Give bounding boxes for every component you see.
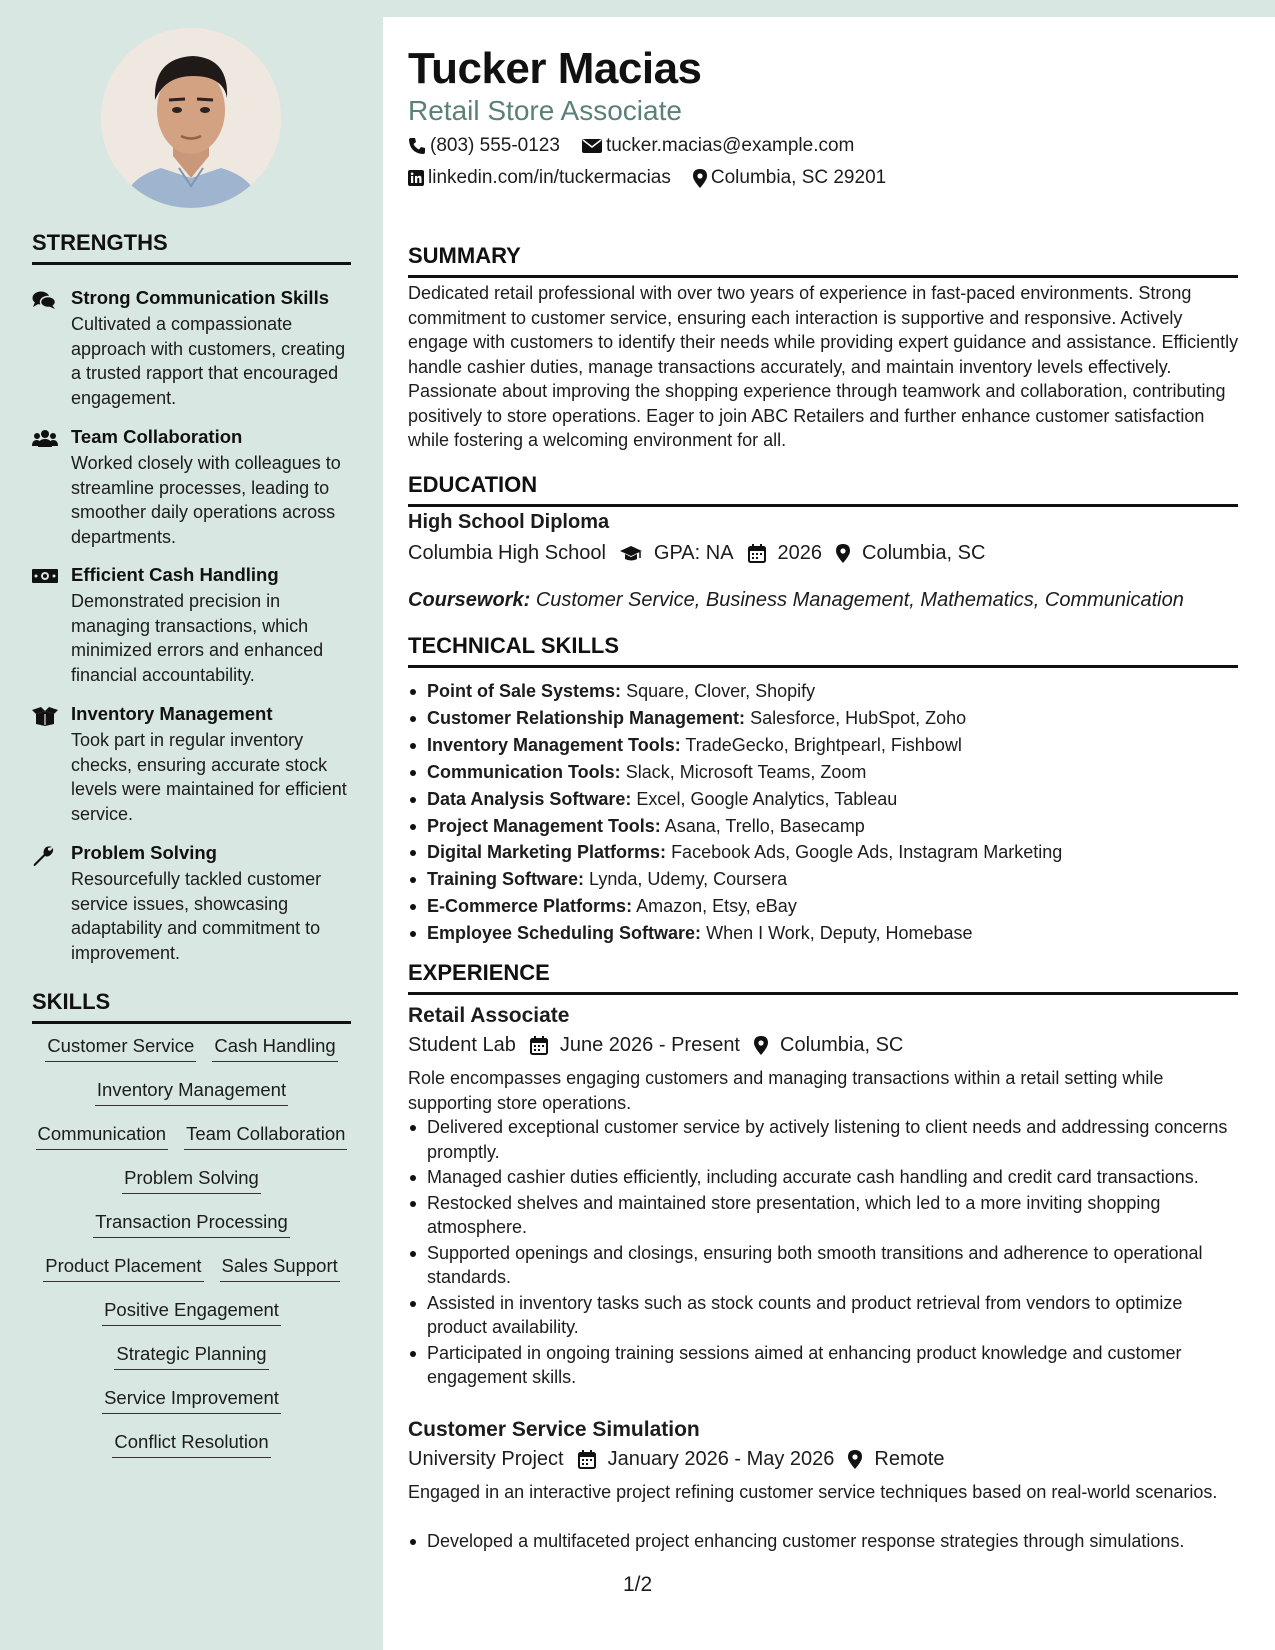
email-item[interactable]: [582, 135, 854, 157]
skill-values: Square, Clover, Shopify: [626, 681, 816, 701]
list-item: Developed a multifaceted project enhancing customer response strategies through simulations.: [408, 1529, 1243, 1554]
skill-category: Data Analysis Software:: [427, 788, 632, 809]
job-org: [408, 1034, 516, 1057]
list-item: [408, 920, 1248, 947]
job-org: [408, 1448, 564, 1471]
summary-text: Dedicated retail professional with over two years of experience in fast-paced environments. Strong commitment to customer service, ensuring each interaction is supportive and responsive. Actively engage with customers to identify their needs while providing expert guidance and assistance. Efficiently handle cashier duties, manage transactions accurately, and maintain inventory levels effectively. Passionate about improving the shopping experience through teamwork and collaboration, contributing positively to store operations. Eager to join ABC Retailers and further enhance customer satisfaction while fostering a welcoming environment for all.: [408, 283, 1239, 450]
strength-desc: Took part in regular inventory checks, ensuring accurate stock levels were maintained for efficient service.: [71, 730, 347, 824]
strength-title: Team Collaboration: [71, 426, 243, 447]
profile-photo: [101, 28, 281, 208]
skill-category: Customer Relationship Management:: [427, 707, 746, 728]
list-item: [408, 839, 1248, 866]
gpa: [654, 542, 734, 565]
calendar-icon: [578, 1450, 596, 1469]
page-number: 1/2: [623, 1573, 653, 1596]
org-text: Student Lab: [408, 1034, 516, 1056]
summary-heading: SUMMARY: [408, 243, 1238, 278]
dates-text: June 2026 - Present: [559, 1034, 740, 1056]
main-content: [383, 17, 1275, 1650]
skill-values: Asana, Trello, Basecamp: [664, 815, 865, 836]
skill-values: TradeGecko, Brightpearl, Fishbowl: [685, 734, 962, 755]
skill-values: When I Work, Deputy, Homebase: [706, 923, 973, 944]
coursework-label: Coursework:: [408, 589, 531, 611]
org-text: University Project: [408, 1448, 564, 1470]
users-icon: [32, 429, 58, 449]
education-meta: [408, 542, 999, 565]
job-dates: [608, 1448, 835, 1471]
money-bill-icon: [32, 567, 58, 587]
skill-chip: Inventory Management: [95, 1079, 288, 1106]
list-item: [408, 893, 1248, 920]
calendar-icon: [748, 544, 766, 563]
strength-desc: Worked closely with colleagues to streamline processes, leading to smoother daily operations across departments.: [71, 453, 341, 547]
skill-category: Project Management Tools:: [427, 815, 661, 836]
year-text: 2026: [777, 542, 823, 564]
skill-values: Lynda, Udemy, Coursera: [589, 869, 788, 890]
skill-category: E-Commerce Platforms:: [427, 896, 633, 917]
list-item: [408, 705, 1248, 732]
skill-values: Salesforce, HubSpot, Zoho: [750, 707, 967, 728]
list-item: [408, 866, 1248, 893]
contact-row: [408, 167, 908, 189]
map-marker-icon: [754, 1036, 768, 1055]
list-item: [408, 732, 1248, 759]
list-item: Delivered exceptional customer service by actively listening to client needs and addressing concerns promptly.: [408, 1115, 1243, 1164]
skill-chip: Team Collaboration: [184, 1123, 347, 1150]
graduation-year: [778, 542, 823, 565]
skills-list: [32, 1035, 351, 1458]
location-text: Remote: [874, 1448, 945, 1470]
location-text: Columbia, SC: [780, 1034, 904, 1056]
map-marker-icon: [836, 544, 850, 563]
strength-title: Strong Communication Skills: [71, 287, 329, 308]
skill-chip: Transaction Processing: [93, 1211, 290, 1238]
list-item: Assisted in inventory tasks such as stock counts and product retrieval from vendors to optimize product availability.: [408, 1291, 1243, 1340]
skill-chip: Customer Service: [45, 1035, 196, 1062]
sidebar: [0, 0, 383, 1650]
skill-values: Excel, Google Analytics, Tableau: [636, 788, 898, 809]
box-open-icon: [32, 706, 58, 726]
technical-skills-list: [408, 678, 1248, 947]
list-item: Supported openings and closings, ensuring both smooth transitions and adherence to operational standards.: [408, 1241, 1243, 1290]
graduation-cap-icon: [620, 545, 642, 563]
list-item: [408, 786, 1248, 813]
contact-row: [408, 135, 876, 157]
job-title: Retail Associate: [408, 1004, 570, 1027]
skill-chip: Sales Support: [220, 1255, 340, 1282]
avatar: [101, 28, 281, 208]
location-item: [693, 167, 886, 189]
strength-title: Efficient Cash Handling: [71, 564, 279, 585]
job-bullets: [408, 1115, 1243, 1391]
wrench-icon: [32, 845, 58, 865]
list-item: [408, 678, 1248, 705]
skill-values: Amazon, Etsy, eBay: [636, 896, 797, 917]
gpa-text: GPA: NA: [653, 542, 734, 564]
list-item: Managed cashier duties efficiently, including accurate cash handling and credit card transactions.: [408, 1165, 1243, 1190]
skills-heading: SKILLS: [32, 989, 351, 1024]
comments-icon: [32, 290, 58, 310]
skill-category: Training Software:: [427, 869, 585, 890]
experience-heading: EXPERIENCE: [408, 960, 1238, 995]
candidate-name: Tucker Macias: [408, 44, 702, 93]
linkedin-icon: [408, 170, 424, 186]
envelope-icon: [582, 138, 602, 154]
strength-desc: Resourcefully tackled customer service issues, showcasing adaptability and commitment to improvement.: [71, 869, 322, 963]
list-item: [408, 759, 1248, 786]
skill-chip: Strategic Planning: [114, 1343, 268, 1370]
skill-values: Slack, Microsoft Teams, Zoom: [625, 761, 867, 782]
skill-category: Inventory Management Tools:: [427, 734, 681, 755]
calendar-icon: [530, 1036, 548, 1055]
coursework: [408, 589, 1184, 612]
map-marker-icon: [848, 1450, 862, 1469]
skill-category: Communication Tools:: [427, 761, 621, 782]
education-heading: EDUCATION: [408, 472, 1238, 507]
linkedin-item[interactable]: [408, 167, 671, 189]
strength-desc: Demonstrated precision in managing transactions, which minimized errors and enhanced financial accountability.: [71, 591, 324, 685]
email-link[interactable]: tucker.macias@example.com: [605, 135, 855, 156]
job-title: Customer Service Simulation: [408, 1418, 700, 1441]
phone-item: [408, 135, 560, 157]
phone-text: (803) 555-0123: [430, 135, 560, 156]
list-item: [408, 813, 1248, 840]
strength-desc: Cultivated a compassionate approach with customers, creating a trusted rapport that encouraged engagement.: [71, 314, 346, 408]
education-location-text: Columbia, SC: [862, 542, 986, 564]
list-item: Restocked shelves and maintained store presentation, which led to a more inviting shopping atmosphere.: [408, 1191, 1243, 1240]
phone-icon: [408, 137, 426, 155]
job-dates: [560, 1034, 740, 1057]
skill-chip: Conflict Resolution: [112, 1431, 270, 1458]
skill-chip: Product Placement: [43, 1255, 203, 1282]
skill-category: Point of Sale Systems:: [427, 681, 622, 701]
strengths-heading: STRENGTHS: [32, 230, 351, 265]
candidate-title: Retail Store Associate: [408, 95, 682, 126]
job-description: Engaged in an interactive project refining customer service techniques based on real-world scenarios.: [408, 1482, 1218, 1502]
skill-values: Facebook Ads, Google Ads, Instagram Marketing: [671, 842, 1063, 863]
strength-title: Inventory Management: [71, 703, 273, 724]
skill-category: Digital Marketing Platforms:: [427, 842, 667, 863]
strength-title: Problem Solving: [71, 842, 217, 863]
technical-skills-heading: TECHNICAL SKILLS: [408, 633, 1238, 668]
dates-text: January 2026 - May 2026: [607, 1448, 835, 1470]
school: [408, 542, 606, 565]
skill-chip: Positive Engagement: [102, 1299, 281, 1326]
job-description: Role encompasses engaging customers and managing transactions within a retail setting while supporting store operations.: [408, 1068, 1164, 1113]
education-location: [862, 542, 985, 565]
list-item: Participated in ongoing training sessions aimed at enhancing product knowledge and customer engagement skills.: [408, 1341, 1243, 1390]
location-text: Columbia, SC 29201: [710, 167, 887, 188]
map-marker-icon: [693, 169, 707, 188]
linkedin-link[interactable]: linkedin.com/in/tuckermacias: [428, 167, 671, 188]
job-meta: [408, 1448, 958, 1471]
job-meta: [408, 1034, 917, 1057]
coursework-list: Customer Service, Business Management, Mathematics, Communication: [535, 589, 1184, 611]
job-location: [780, 1034, 903, 1057]
skill-chip: Service Improvement: [102, 1387, 281, 1414]
skill-chip: Communication: [36, 1123, 169, 1150]
degree: High School Diploma: [408, 511, 610, 533]
skill-chip: Problem Solving: [122, 1167, 261, 1194]
skill-chip: Cash Handling: [212, 1035, 337, 1062]
school-name: Columbia High School: [408, 542, 606, 564]
skill-category: Employee Scheduling Software:: [427, 923, 702, 944]
job-bullets: [408, 1529, 1243, 1555]
job-location: [874, 1448, 944, 1471]
